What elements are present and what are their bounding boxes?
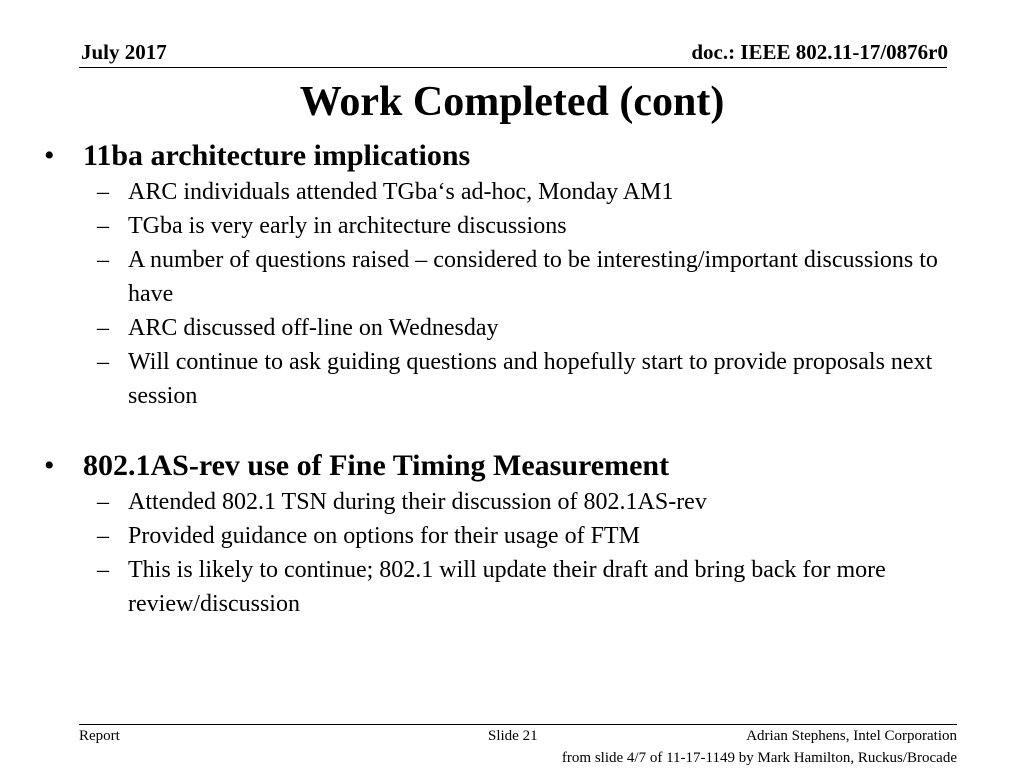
sub-bullet-text: Will continue to ask guiding questions and hopefully start to provide proposals next session — [128, 349, 933, 409]
sub-bullet-text: A number of questions raised – considered to be interesting/important discussions to have — [128, 247, 938, 307]
footer-label: Report — [79, 728, 120, 744]
sub-bullet-list — [40, 485, 970, 621]
sub-bullet-text: Attended 802.1 TSN during their discussion of 802.1AS-rev — [128, 489, 707, 515]
header-divider — [79, 67, 947, 68]
sub-bullet-text: ARC discussed off-line on Wednesday — [128, 315, 499, 341]
sub-bullet-item — [40, 209, 970, 243]
sub-bullet-text: This is likely to continue; 802.1 will update their draft and bring back for more review/discussion — [128, 557, 886, 617]
sub-bullet-item — [40, 553, 970, 621]
section-802-1as-rev — [40, 447, 970, 621]
footer-author: Adrian Stephens, Intel Corporation — [746, 728, 957, 744]
dash-icon: – — [97, 179, 109, 205]
dash-icon: – — [97, 213, 109, 239]
sub-bullet-list — [40, 175, 970, 413]
sub-bullet-text: TGba is very early in architecture discussions — [128, 213, 567, 239]
sub-bullet-text: ARC individuals attended TGba‘s ad-hoc, Monday AM1 — [128, 179, 674, 205]
slide-content — [40, 137, 970, 621]
slide-number: Slide 21 — [488, 728, 538, 744]
bullet-dot-icon: • — [44, 139, 55, 172]
bullet-heading-text: 11ba architecture implications — [83, 139, 471, 172]
sub-bullet-item — [40, 485, 970, 519]
bullet-dot-icon: • — [44, 449, 55, 482]
sub-bullet-item — [40, 345, 970, 413]
slide-title: Work Completed (cont) — [299, 79, 725, 125]
dash-icon: – — [97, 489, 109, 515]
bullet-heading — [40, 137, 970, 175]
sub-bullet-item — [40, 175, 970, 209]
dash-icon: – — [97, 247, 109, 273]
bullet-heading — [40, 447, 970, 485]
dash-icon: – — [97, 557, 109, 583]
dash-icon: – — [97, 523, 109, 549]
slide-header-date: July 2017 — [81, 40, 167, 64]
dash-icon: – — [97, 349, 109, 375]
sub-bullet-text: Provided guidance on options for their usage of FTM — [128, 523, 640, 549]
bullet-heading-text: 802.1AS-rev use of Fine Timing Measurement — [83, 449, 670, 482]
section-11ba — [40, 137, 970, 413]
dash-icon: – — [97, 315, 109, 341]
sub-bullet-item — [40, 519, 970, 553]
sub-bullet-item — [40, 311, 970, 345]
slide-header-doc-id: doc.: IEEE 802.11-17/0876r0 — [691, 40, 948, 64]
footer-divider — [79, 724, 957, 725]
footer-source-note: from slide 4/7 of 11-17-1149 by Mark Hamilton, Ruckus/Brocade — [561, 750, 957, 766]
sub-bullet-item — [40, 243, 970, 311]
